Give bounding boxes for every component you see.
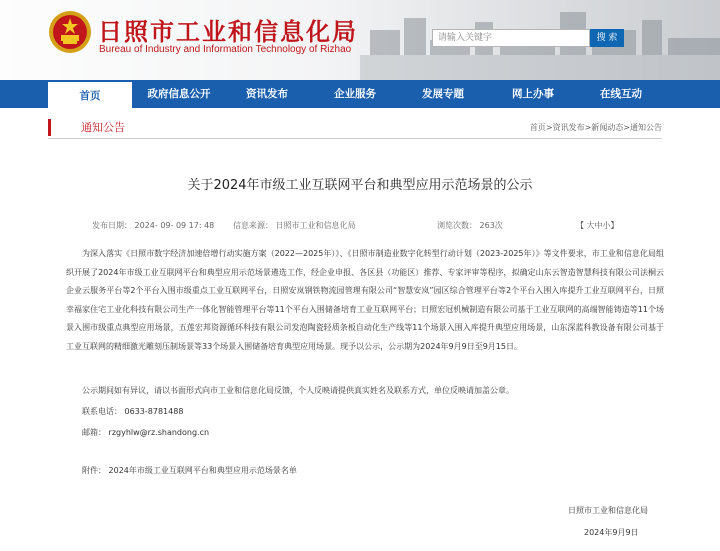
section-header xyxy=(48,117,662,139)
info-source: 信息来源： 日照市工业和信息化局 xyxy=(233,221,356,230)
nav-item-interaction[interactable]: 在线互动 xyxy=(600,88,642,100)
signature-date: 2024年9月9日 xyxy=(584,528,639,537)
article-title: 关于2024年市级工业互联网平台和典型应用示范场景的公示 xyxy=(187,178,533,193)
view-count: 浏览次数： 263次 xyxy=(437,221,503,230)
publish-date: 发布日期： 2024- 09- 09 17: 48 xyxy=(92,221,215,230)
nav-item-news[interactable]: 资讯发布 xyxy=(246,88,288,100)
nav-item-gov-info[interactable]: 政府信息公开 xyxy=(147,88,211,100)
contact-phone: 联系电话： 0633-8781488 xyxy=(82,407,184,416)
search-input[interactable]: 请输入关键字 xyxy=(432,29,590,47)
nav-item-online-service[interactable]: 网上办事 xyxy=(512,88,554,100)
contact-email: 邮箱： rzgyhlw@rz.shandong.cn xyxy=(82,428,210,437)
search-button[interactable]: 搜 索 xyxy=(590,29,624,47)
objection-paragraph: 公示期间如有异议，请以书面形式向市工业和信息化局反馈，个人反映请提供真实姓名及联系方式，单位反映请加盖公章。 xyxy=(82,386,514,395)
site-subtitle: Bureau of Industry and Information Technology of Rizhao xyxy=(99,44,352,55)
nav-item-enterprise[interactable]: 企业服务 xyxy=(334,88,376,100)
signature-org: 日照市工业和信息化局 xyxy=(568,506,648,515)
nav-item-home[interactable]: 首页 xyxy=(48,80,132,108)
article-body: 为深入落实《日照市数字经济加速倍增行动实施方案（2022—2025年）》、《日照市制造业数字化转型行动计划（2023-2025年）》等文件要求，市工业和信息化局组织开展了2024年市级工业互联网平台和典型应用示范场景遴选工作，经企业申报、各区县（功能区）推荐、专家评审等程序，拟确定山东云智造智慧科技有限公司法桐云企业云服务平台等2个平台入围市级重点工业互联网平台，日照安岚钢铁物流园管理有限公司“智慧安岚”园区综合管理平台等2个平台入围入库提升工业互联网平台，日照幸福家住宅工业化科技有限公司生产一体化智能管理平台等11个平台入围储备培育工业互联网平台；日照宏冠机械制造有限公司基于工业互联网的高端智能铸造等11个场景入围市级重点典型应用场景，五莲宏邦资源循环科技有限公司发泡陶瓷轻质条板自动化生产线等11个场景入围入库提升典型应用场景，山东深蓝科教设备有限公司基于工业互联网的精细激光雕刻压制场景等33个场景入围储备培育典型应用场景。现予以公示，公示期为2024年9月9日至9月15日。 xyxy=(66,249,664,351)
section-title: 通知公告 xyxy=(81,121,125,134)
breadcrumb[interactable]: 首页>资讯发布>新闻动态>通知公告 xyxy=(529,123,662,132)
site-header xyxy=(0,0,720,80)
site-title[interactable]: 日照市工业和信息化局 xyxy=(98,18,358,46)
national-emblem-logo xyxy=(48,10,92,54)
attachment-link[interactable]: 附件： 2024年市级工业互联网平台和典型应用示范场景名单 xyxy=(82,466,297,475)
font-size-selector[interactable]: 【 大中小】 xyxy=(576,221,619,230)
section-marker xyxy=(48,119,51,136)
main-nav xyxy=(0,80,720,108)
nav-item-topics[interactable]: 发展专题 xyxy=(422,88,464,100)
